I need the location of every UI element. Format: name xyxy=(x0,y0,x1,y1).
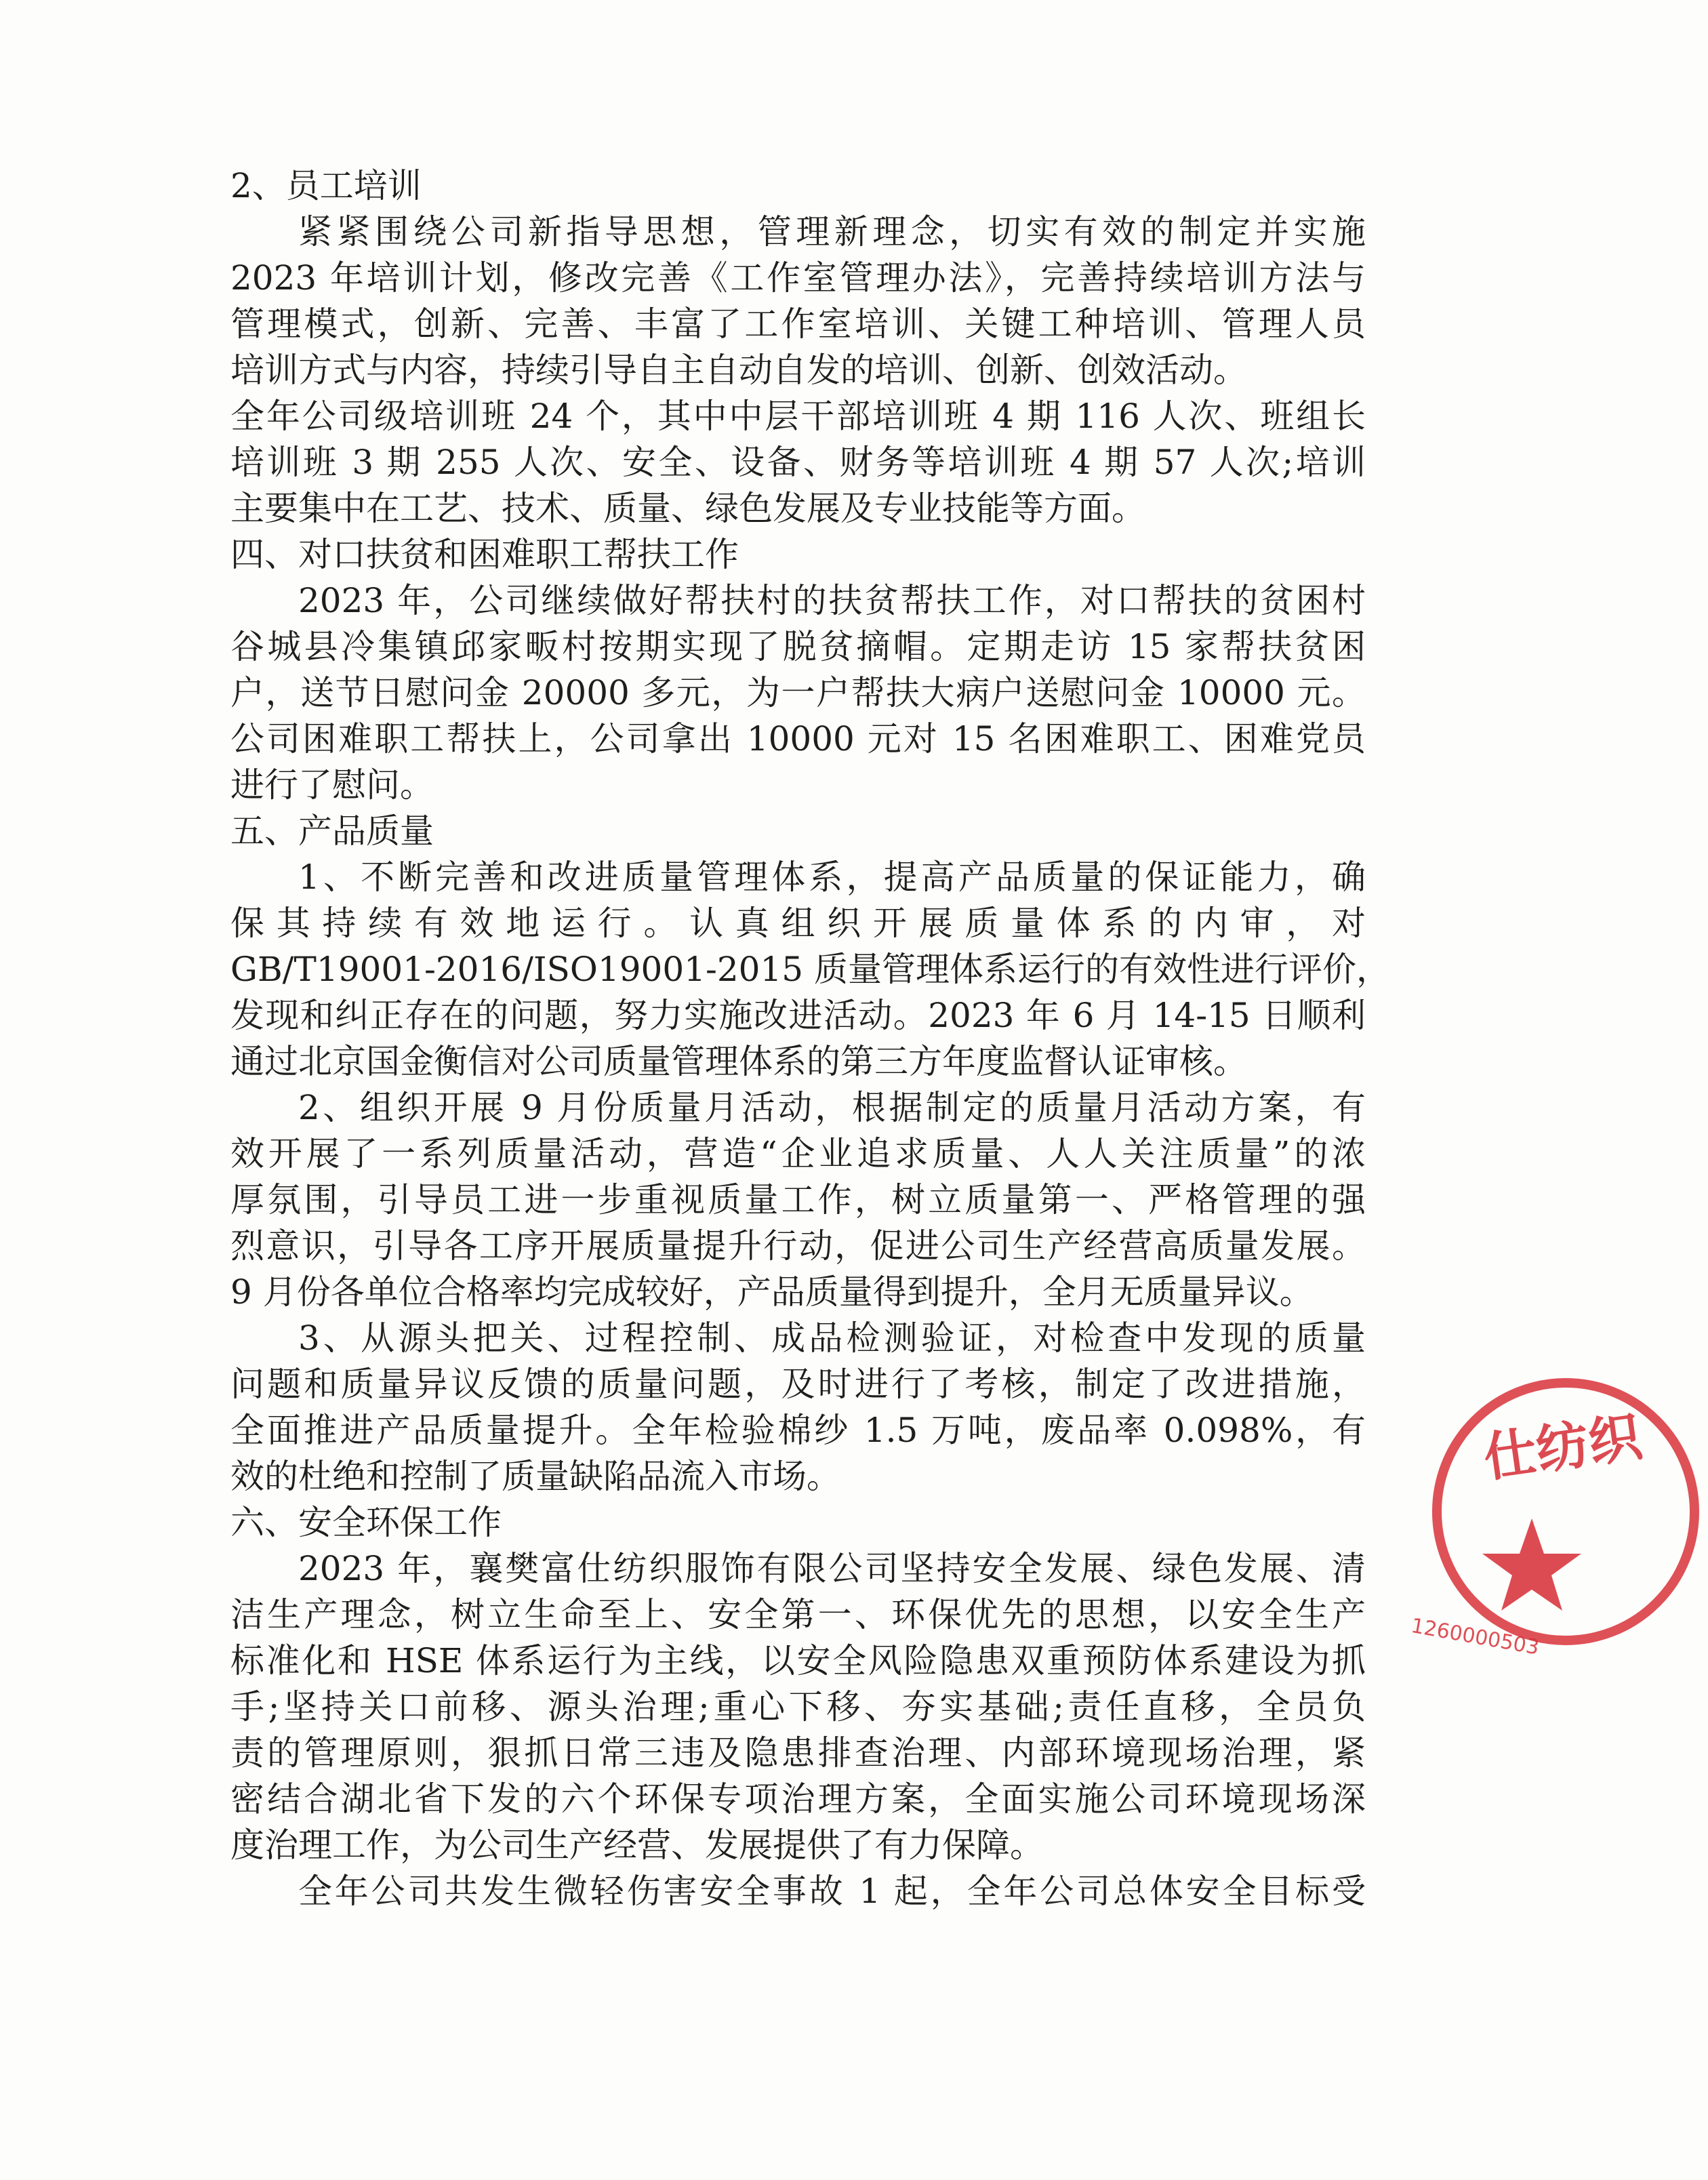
paragraph-line: 公司困难职工帮扶上，公司拿出 10000 元对 15 名困难职工、困难党员 xyxy=(230,719,1366,759)
paragraph-line: 2、组织开展 9 月份质量月活动，根据制定的质量月活动方案，有 xyxy=(298,1088,1366,1127)
section-heading: 2、员工培训 xyxy=(230,166,422,205)
paragraph-line: 通过北京国金衡信对公司质量管理体系的第三方年度监督认证审核。 xyxy=(230,1042,1247,1081)
paragraph-line: 紧紧围绕公司新指导思想，管理新理念，切实有效的制定并实施 xyxy=(298,212,1366,251)
paragraph-line: 3、从源头把关、过程控制、成品检测验证，对检查中发现的质量 xyxy=(298,1318,1366,1358)
paragraph-line: 密结合湖北省下发的六个环保专项治理方案，全面实施公司环境现场深 xyxy=(230,1779,1366,1819)
section-heading: 五、产品质量 xyxy=(230,811,434,851)
svg-text:仕纺织: 仕纺织 xyxy=(1480,1406,1646,1489)
section-heading: 四、对口扶贫和困难职工帮扶工作 xyxy=(230,535,739,574)
paragraph-line: 全年公司共发生微轻伤害安全事故 1 起，全年公司总体安全目标受 xyxy=(298,1872,1366,1911)
paragraph-line: 发现和纠正存在的问题，努力实施改进活动。2023 年 6 月 14-15 日顺利 xyxy=(230,996,1366,1035)
seal-star-icon xyxy=(1482,1518,1581,1611)
paragraph-line: 2023 年，襄樊富仕纺织服饰有限公司坚持安全发展、绿色发展、清 xyxy=(298,1549,1366,1588)
paragraph-line: 谷城县冷集镇邱家畈村按期实现了脱贫摘帽。定期走访 15 家帮扶贫困 xyxy=(230,627,1366,666)
paragraph-line: 标准化和 HSE 体系运行为主线，以安全风险隐患双重预防体系建设为抓 xyxy=(230,1641,1366,1680)
svg-text:1260000503: 1260000503 xyxy=(1409,1613,1541,1660)
paragraph-line: 责的管理原则，狠抓日常三违及隐患排查治理、内部环境现场治理，紧 xyxy=(230,1733,1366,1773)
paragraph-line: 主要集中在工艺、技术、质量、绿色发展及专业技能等方面。 xyxy=(230,489,1145,528)
paragraph-line: 厚氛围，引导员工进一步重视质量工作，树立质量第一、严格管理的强 xyxy=(230,1180,1366,1219)
paragraph-line: 户，送节日慰问金 20000 多元，为一户帮扶大病户送慰问金 10000 元。 xyxy=(230,673,1366,712)
paragraph-line: 进行了慰问。 xyxy=(230,765,434,805)
paragraph-line: 效的杜绝和控制了质量缺陷品流入市场。 xyxy=(230,1457,840,1496)
paragraph-line: 洁生产理念，树立生命至上、安全第一、环保优先的思想，以安全生产 xyxy=(230,1595,1366,1634)
paragraph-line: 2023 年，公司继续做好帮扶村的扶贫帮扶工作，对口帮扶的贫困村 xyxy=(298,581,1366,620)
paragraph-line: 1、不断完善和改进质量管理体系，提高产品质量的保证能力，确 xyxy=(298,857,1366,897)
company-seal-stamp xyxy=(1409,1369,1708,1660)
paragraph-line: 效开展了一系列质量活动，营造“企业追求质量、人人关注质量”的浓 xyxy=(230,1134,1366,1173)
paragraph-line: 烈意识，引导各工序开展质量提升行动，促进公司生产经营高质量发展。 xyxy=(230,1226,1366,1266)
paragraph-line: 手;坚持关口前移、源头治理;重心下移、夯实基础;责任直移，全员负 xyxy=(230,1687,1366,1727)
paragraph-line: 度治理工作，为公司生产经营、发展提供了有力保障。 xyxy=(230,1825,1044,1865)
paragraph-line: 问题和质量异议反馈的质量问题，及时进行了考核，制定了改进措施， xyxy=(230,1365,1366,1404)
paragraph-line: 培训班 3 期 255 人次、安全、设备、财务等培训班 4 期 57 人次;培训 xyxy=(230,443,1366,482)
document-body xyxy=(230,163,1391,1914)
paragraph-line: 全面推进产品质量提升。全年检验棉纱 1.5 万吨，废品率 0.098%，有 xyxy=(230,1411,1366,1450)
paragraph-line: 2023 年培训计划，修改完善《工作室管理办法》，完善持续培训方法与 xyxy=(230,258,1366,298)
paragraph-line: 9 月份各单位合格率均完成较好，产品质量得到提升，全月无质量异议。 xyxy=(230,1272,1314,1312)
paragraph-line: 保其持续有效地运行。认真组织开展质量体系的内审，对 xyxy=(230,904,1366,943)
paragraph-line: 管理模式，创新、完善、丰富了工作室培训、关键工种培训、管理人员 xyxy=(230,304,1366,344)
paragraph-line: GB/T19001-2016/ISO19001-2015 质量管理体系运行的有效性进行评价， xyxy=(230,950,1391,989)
section-heading: 六、安全环保工作 xyxy=(230,1503,502,1542)
paragraph-line: 培训方式与内容，持续引导自主自动自发的培训、创新、创效活动。 xyxy=(230,350,1247,390)
paragraph-line: 全年公司级培训班 24 个，其中中层干部培训班 4 期 116 人次、班组长 xyxy=(230,397,1366,436)
